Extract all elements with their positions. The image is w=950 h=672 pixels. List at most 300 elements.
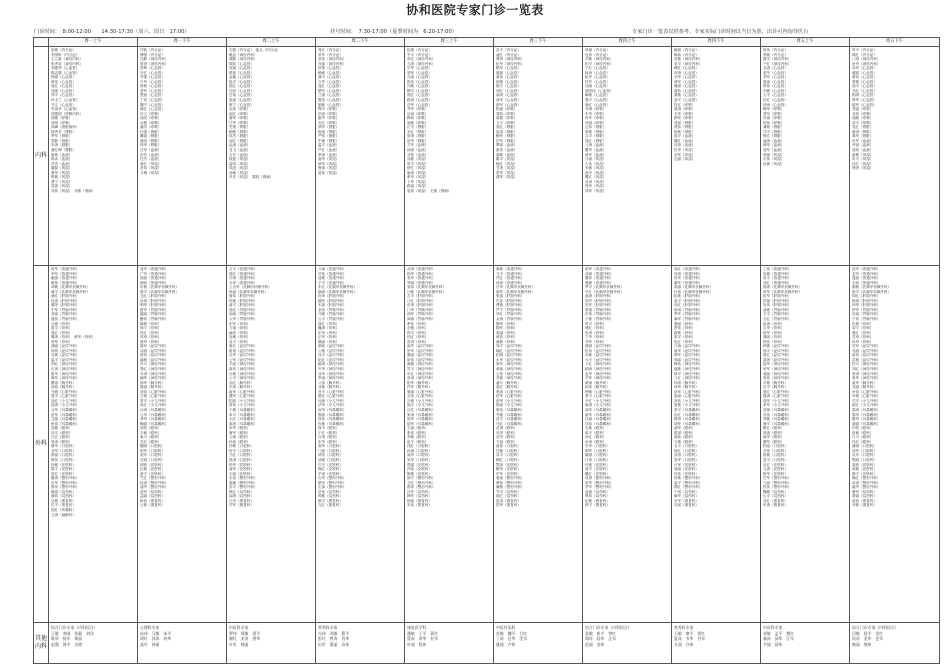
doctor-entry: 庄平（肾脏） [407,125,429,130]
doctor-entry: 滕红（风湿） [585,175,607,180]
doctor-entry: 祝华（普通外科） [674,276,703,281]
schedule-cell [583,266,672,623]
doctor-entry: 赵敏（内分泌） [51,48,76,52]
doctor-entry: 季华（胃肠外科） [674,312,703,317]
doctor-entry: 仲华（肝胆外科） [852,303,881,308]
doctor-entry: 衣平（心血管） [763,93,788,98]
doctor-entry: 王丽（眼科） [407,426,429,431]
schedule-cell [494,47,583,266]
doctor-entry: 综合门诊专家（内科综合） [585,625,632,630]
doctor-entry: 贾丽（心血管） [140,93,165,98]
doctor-entry: 梁丽（乳腺甲状腺外科） [674,285,714,290]
doctor-entry: 南华（泌尿外科） [407,344,436,349]
doctor-entry: 连敏（骨科） [229,335,251,340]
doctor-entry: 笪平（神经外科） [407,367,436,372]
doctor-entry: 索伟（皮肤科） [852,462,877,467]
doctor-entry: 曾涛（神经内科） [140,61,169,66]
doctor-entry: 吕红（心血管） [140,70,165,75]
doctor-entry: 毋红（小儿外科） [140,403,169,408]
doctor-entry: 项红（心血管） [496,88,521,93]
doctor-entry: 澹伟（神经外科） [229,367,258,372]
schedule-cell [405,623,494,664]
doctor-entry: 茹涛（小儿外科） [51,403,80,408]
doctor-entry: 颜军（肾脏） [318,125,340,130]
doctor-entry: 羊涛（皮肤科） [318,471,343,476]
doctor-entry: 傅强（内分泌） [140,52,165,57]
doctor-entry: 姬敏（风湿） [852,152,874,157]
doctor-entry: 邹平（泌尿外科） [496,344,525,349]
doctor-entry: 酆涛（皮肤科） [496,462,521,467]
doctor-entry: 骆丽（心脏外科） [674,394,703,399]
doctor-entry: 包伟（肝胆外科） [763,303,792,308]
doctor-entry: 逯涛（血液） [763,138,785,143]
doctor-entry: 充敏（心脏外科） [51,389,80,394]
doctor-entry: 于敏（耳鼻喉科） [229,407,258,412]
doctor-entry: 芮伟（耳鼻喉科） [763,412,792,417]
doctor-entry: 延敏（口腔科） [318,457,343,462]
doctor-entry: 宫丽（胃肠外科） [852,312,881,317]
doctor-entry: 寇军（血液） [763,148,785,153]
doctor-entry: 东敏（乳腺甲状腺外科） [140,285,180,290]
doctor-entry: 戚军（血液） [585,152,607,157]
schedule-cell [138,623,227,664]
doctor-entry: 阚华（神经外科） [140,376,169,381]
doctor-entry: 颛涛（乳腺甲状腺外科） [318,289,358,294]
doctor-entry: 刘军（心血管） [763,75,788,80]
doctor-entry: 尹丽 薛伟 [763,641,783,647]
doctor-entry: 练伟（心血管） [763,84,788,89]
doctor-entry: 彭军（小儿外科） [496,398,525,403]
doctor-entry: 裴伟（呼吸） [496,111,518,116]
doctor-entry: 汪丽（耳鼻喉科） [585,417,614,422]
doctor-entry: 和伟（胸外科） [585,385,610,390]
doctor-entry: 温平（血液） [318,143,340,148]
doctor-entry: 佟军（胸外科） [407,385,432,390]
doctor-entry: 周华（口腔科） [407,453,432,458]
doctor-entry: 乐华（骨科） [318,330,340,335]
doctor-entry: 闫敏 段平 雷红 [852,630,884,636]
doctor-entry: 苟涛（心血管） [674,70,699,75]
doctor-entry: 闵丽（心血管） [585,84,610,89]
doctor-entry: 全伟（普通外科） [852,280,881,285]
doctor-entry: 康丽（泌尿外科） [585,344,614,349]
schedule-cell [138,266,227,623]
doctor-entry: 段敏（口腔科） [763,453,788,458]
doctor-entry: 第丽（心脏外科） [407,389,436,394]
doctor-entry: 邓伟（风湿） 邓敏（肾病） [51,188,96,193]
doctor-entry: 庾伟（口腔科） [51,457,76,462]
doctor-entry: 甘涛（骨科） [852,335,874,340]
doctor-entry: 高峰（肾脏病科） [51,125,80,130]
schedule-table [33,37,940,664]
doctor-entry: 毛伟（呼吸） [229,107,251,112]
doctor-entry: 查红（肾脏） [496,125,518,130]
doctor-entry: 淳伟（小儿外科） [229,403,258,408]
doctor-entry: 易红（内分泌） [318,48,343,52]
doctor-entry: 综合门诊专家（内科综合） [852,625,899,630]
doctor-entry: 阎伟（胸外科） [51,385,76,390]
doctor-entry: 林秀芳（肾脏） [51,129,76,134]
doctor-entry: 法华（小儿外科） [318,403,347,408]
doctor-entry: 龚平（心血管） [318,75,343,80]
doctor-entry: 孙玉兰（心血管） [51,98,80,103]
doctor-entry: 鲍华（皮肤科） [496,467,521,472]
doctor-entry: 侯华（普通外科） [852,267,881,271]
doctor-entry: 康宁（心血管） [229,102,254,107]
doctor-entry: 倪丽（肾脏） [318,129,340,134]
doctor-entry: 云伟（神经外科） [496,371,525,376]
doctor-entry: 银红（肾脏） [763,134,785,139]
doctor-entry: 柯红（口腔科） [674,448,699,453]
doctor-entry: 莫敏（呼吸） [407,120,429,125]
doctor-entry: 简丽（胸外科） [140,385,165,390]
doctor-entry: 尤平（普通外科） [496,271,525,276]
doctor-entry: 经伟（皮肤科） [674,471,699,476]
doctor-entry: 惠丽（心血管） [763,79,788,84]
doctor-entry: 伍敏（内分泌） [407,48,432,52]
doctor-entry: 谷敏（胸外科） [318,385,343,390]
doctor-entry: 郝涛（肝胆外科） [585,294,614,299]
doctor-entry: 韦平（内分泌） [407,52,432,57]
doctor-entry: 詹华（神经外科） [852,376,881,381]
doctor-entry: 沈华（烧伤科） [407,489,432,494]
doctor-entry: 蒙丽（烧伤科） [852,494,877,499]
doctor-entry: 国红（疼痛科） [51,507,76,512]
doctor-entry: 家涛（耳鼻喉科） [407,412,436,417]
doctor-entry: 尤涛（神经内科） [407,61,436,66]
doctor-entry: 史军（皮肤科） [496,471,521,476]
doctor-entry: 综合门诊专家（内科综合） [51,625,98,630]
doctor-entry: 蓟军（耳鼻喉科） [852,417,881,422]
doctor-entry: 卢华（心血管） [140,79,165,84]
doctor-entry: 仰红（肝胆外科） [852,294,881,299]
doctor-entry: 穆敏（心脏外科） [585,389,614,394]
schedule-cell [49,623,138,664]
doctor-entry: 臧丽（口腔科） [585,453,610,458]
doctor-entry: 马敏（胃肠外科） [318,312,347,317]
doctor-entry: 杭军（肝胆外科） [763,294,792,299]
doctor-entry: 逄伟（血液） [852,148,874,153]
doctor-entry: 有军（普通外科） [407,276,436,281]
doctor-entry: 贝华（口腔科） [585,444,610,449]
doctor-entry: 魏华（骨科） [496,321,518,326]
doctor-entry: 佴平（骨科） [407,330,429,335]
doctor-entry: 乌涛（皮肤科） [763,467,788,472]
doctor-entry: 尹亮（风湿） 黎明（肾病） [229,175,274,180]
doctor-entry: 段平（眼科） [318,426,340,431]
doctor-entry: 蒋涛（整形外科） [407,485,436,490]
doctor-entry: 柏平（神经内科） [585,61,614,66]
doctor-entry: 时平（风湿） [407,161,429,166]
doctor-entry: 华红（胃肠外科） [496,312,525,317]
doctor-entry: 路涛（心血管） [407,98,432,103]
doctor-entry: 田芳（血液） [140,152,162,157]
doctor-entry: 郝红（心血管） [229,84,254,89]
doctor-entry: 傅红（骨科） [585,326,607,331]
doctor-entry: 丰敏（眼科） [140,430,162,435]
doctor-entry: 师平（骨科） [140,326,162,331]
doctor-entry: 慕平（心脏外科） [51,394,80,399]
doctor-entry: 刁红（神经外科） [674,376,703,381]
doctor-entry: 帅敏（烧伤科） [318,494,343,499]
doctor-entry: 涂伟（耳鼻喉科） [318,417,347,422]
doctor-entry: 郎丽（小儿外科） [496,403,525,408]
doctor-entry: 山平（烧伤科） [763,494,788,499]
doctor-entry: 鲍华（肾脏） [496,134,518,139]
doctor-entry: 巩红（骨科） [140,330,162,335]
doctor-entry: 昝涛（口腔科） [674,453,699,458]
doctor-entry: 文涛（麻醉科） [51,512,76,517]
doctor-entry: 宁红（心血管） [585,66,610,71]
doctor-entry: 范丽 金伟 [585,641,605,647]
doctor-entry: 伊军（胃肠外科） [852,307,881,312]
doctor-entry: 何涛（普通外科） [496,280,525,285]
doctor-entry: 勾丽（泌尿外科） [140,348,169,353]
doctor-entry: 张秀英（神经内科） [51,61,83,66]
doctor-entry: 樊军（心血管） [318,88,343,93]
doctor-entry: 谢敏（骨科） [496,339,518,344]
doctor-entry: 兰丽（心血管） [318,93,343,98]
doctor-entry: 苗涛（眼科） [496,426,518,431]
doctor-entry: 太红（耳鼻喉科） [229,417,258,422]
doctor-entry: 车华（呼吸） [585,111,607,116]
doctor-entry: 木华（呼吸） [674,111,696,116]
doctor-entry: 纪敏（康复科） [585,498,610,503]
doctor-entry: 谷红（康复科） [763,498,788,503]
doctor-entry: 符红（呼吸） [674,102,696,107]
doctor-entry: 廉丽（心血管） [674,84,699,89]
doctor-entry: 查军（口腔科） [140,453,165,458]
doctor-entry: 茅军（整形外科） [585,485,614,490]
doctor-entry: 马华（普通外科） [229,280,258,285]
doctor-entry: 邰华（口腔科） [852,448,877,453]
doctor-entry: 崔涛（骨科） [763,321,785,326]
doctor-entry: 纪华（神经内科） [496,61,525,66]
doctor-entry: 狐涛（口腔科） [229,457,254,462]
column-header: 周五上午 [761,38,850,47]
doctor-entry: 漆红（骨科） [318,321,340,326]
doctor-entry: 苑华（风湿） [585,184,607,189]
doctor-entry: 乔丽（神经内科） [318,61,347,66]
doctor-entry: 沈静（神经内科） [140,57,169,62]
doctor-entry: 冶红（胸外科） [229,380,254,385]
doctor-entry: 冯伟 邓敏 曹平 [318,630,350,636]
doctor-entry: 通伟（胃肠外科） [51,317,80,322]
schedule-cell [583,623,672,664]
doctor-entry: 尹红（小儿外科） [585,398,614,403]
doctor-entry: 侯涛 龙华 史军 [852,636,884,642]
doctor-entry: 梁伟（乳腺甲状腺外科） [407,285,447,290]
doctor-entry: 濮华（肝胆外科） [51,303,80,308]
doctor-entry: 干红（眼科） [318,430,340,435]
doctor-entry: 石敏 廖平 贾红 [674,630,706,636]
doctor-entry: 干涛（烧伤科） [674,489,699,494]
doctor-entry: 邴华（眼科） [763,435,785,440]
doctor-entry: 田军 董丽 袁伟 [318,641,350,647]
doctor-entry: 濮军（心脏外科） [229,394,258,399]
doctor-entry: 钟华（皮肤科） [229,462,254,467]
doctor-entry: 胥华（心血管） [852,98,877,103]
doctor-entry: 薛红（心血管） [140,107,165,112]
doctor-entry: 乔红（心血管） [852,88,877,93]
doctor-entry: 续军（耳鼻喉科） [407,421,436,426]
doctor-entry: 牛军（胃肠外科） [51,307,80,312]
doctor-entry: 亓丽（普通外科） [318,267,347,271]
doctor-entry: 栾平（骨科） [852,326,874,331]
doctor-entry: 范华（心脏外科） [496,394,525,399]
doctor-entry: 宓军（普通外科） [852,271,881,276]
doctor-entry: 赖敏（心血管） [318,70,343,75]
schedule-cell [672,266,761,623]
doctor-entry: 耿涛（风湿） [407,170,429,175]
doctor-entry: 秦敏（普通外科） [496,267,525,271]
doctor-entry: 覃丽（血液） [496,143,518,148]
doctor-entry: 顾涛（神经外科） [585,367,614,372]
doctor-entry: 陈志强（心血管） [51,70,80,75]
doctor-entry: 娄敏（心血管） [674,93,699,98]
doctor-entry: 宿敏（眼科） [852,430,874,435]
doctor-entry: 张伟（眼科） [407,430,429,435]
doctor-entry: 郭敏（呼吸） [51,116,73,121]
doctor-entry: 别红（神经外科） [51,362,80,367]
doctor-entry: 汲涛（眼科） [763,430,785,435]
doctor-entry: 荣军（神经外科） [763,367,792,372]
column-header: 周四下午 [672,38,761,47]
doctor-entry: 成平（皮肤科） [585,467,610,472]
doctor-entry: 植红（风湿） [496,161,518,166]
doctor-entry: 鲁伟（耳鼻喉科） [496,407,525,412]
doctor-entry: 钟华（肾脏） [140,143,162,148]
doctor-entry: 盛敏（神经外科） [674,367,703,372]
doctor-entry: 牟伟（骨科） [407,321,429,326]
doctor-entry: 华涛（呼吸） [585,107,607,112]
doctor-entry: 廖丽（口腔科） [51,453,76,458]
doctor-entry: 燕伟（肾脏） [674,125,696,130]
doctor-entry: 凌红（内分泌） [496,52,521,57]
doctor-entry: 融敏（泌尿外科） [140,357,169,362]
doctor-entry: 揭红（内分泌） [852,52,877,57]
doctor-entry: 桓伟（康复科） [140,498,165,503]
doctor-entry: 丘敏（乳腺甲状腺外科） [407,289,447,294]
doctor-entry: 童伟（心血管） [496,75,521,80]
doctor-entry: 琴丽（普通外科） [407,280,436,285]
doctor-entry: 言敏（小儿外科） [407,398,436,403]
doctor-entry: 养军（耳鼻喉科） [140,417,169,422]
doctor-entry: 丛丽（心血管） [407,75,432,80]
doctor-entry: 辛涛（神经外科） [140,371,169,376]
doctor-entry: 墨丽（泌尿外科） [407,353,436,358]
doctor-entry: 胡建国（呼吸内科） [51,111,83,116]
doctor-entry: 马文（心血管） [51,102,76,107]
doctor-entry: 万敏（眼科） [674,439,696,444]
doctor-entry: 应军（康复科） [674,498,699,503]
doctor-entry: 钦敏（耳鼻喉科） [318,421,347,426]
doctor-entry: 乐伟（胃肠外科） [585,312,614,317]
doctor-entry: 路敏（骨科） [674,330,696,335]
doctor-entry: 拓红（泌尿外科） [318,357,347,362]
doctor-entry: 甫红（泌尿外科） [229,344,258,349]
doctor-entry: 路丽（风湿） [407,184,429,189]
doctor-entry: 上官军（乳腺甲状腺外科） [229,285,272,290]
doctor-entry: 於红（心血管） [763,98,788,103]
doctor-entry: 越丽（胃肠外科） [140,312,169,317]
schedule-cell [316,266,405,623]
doctor-entry: 崔丽（心血管） [229,98,254,103]
doctor-entry: 方丽（骨科） [229,326,251,331]
doctor-entry: 闻涛（胃肠外科） [229,312,258,317]
doctor-entry: 夹华（神经外科） [318,367,347,372]
doctor-entry: 申华（眼科） [229,426,251,431]
schedule-cell [761,266,850,623]
doctor-entry: 公平（胃肠外科） [318,317,347,322]
doctor-entry: 翁丽（神经外科） [763,371,792,376]
doctor-entry: 屈红（普通外科） [674,267,703,271]
doctor-entry: 强丽（骨科） [674,321,696,326]
doctor-entry: 东军（骨科） [229,321,251,326]
doctor-entry: 伏丽（呼吸） [763,116,785,121]
doctor-entry: 吕华（乳腺甲状腺外科） [496,285,536,290]
doctor-entry: 郑平（心血管） [51,93,76,98]
doctor-entry: 应敏（风湿） [763,161,785,166]
doctor-entry: 营养科专家 [674,625,694,630]
doctor-entry: 甄涛（心脏外科） [763,394,792,399]
doctor-entry: 李敏（眼科） [407,435,429,440]
doctor-entry: 谭华（肾脏） [852,134,874,139]
doctor-entry: 公敏（泌尿外科） [318,348,347,353]
doctor-entry: 滕伟（普通外科） [585,276,614,281]
doctor-entry: 赏涛（骨科） [407,339,429,344]
doctor-entry: 哈伟（泌尿外科） [407,357,436,362]
doctor-entry: 东涛（肝胆外科） [407,303,436,308]
doctor-entry: 晋涛（风湿） [585,179,607,184]
doctor-entry: 怀红（眼科） [852,439,874,444]
doctor-entry: 平军（神经外科） [585,376,614,381]
doctor-entry: 缪红（整形外科） [674,485,703,490]
doctor-entry: 谈涛（血液） [674,143,696,148]
doctor-entry: 冯伟（皮肤科） [407,467,432,472]
doctor-entry: 向敏（心血管） [407,84,432,89]
doctor-entry: 弘敏（康复科） [51,498,76,503]
doctor-entry: 巩平（内分泌） [852,48,877,52]
doctor-entry: 边敏（骨科） [51,321,73,326]
doctor-entry: 姚涛（小儿外科） [585,403,614,408]
doctor-entry: 栾军（风湿） [674,152,696,157]
doctor-entry: 谭静（神经内科） [229,57,258,62]
doctor-entry: 武敏（泌尿外科） [852,357,881,362]
doctor-entry: 丁伟（心血管） [140,98,165,103]
doctor-entry: 暴红（骨科） [852,330,874,335]
doctor-entry: 蒋敏（心血管） [140,84,165,89]
doctor-entry: 曾平（小儿外科） [140,398,169,403]
doctor-entry: 车涛（康复科） [763,503,788,508]
doctor-entry: 谯敏（神经外科） [407,362,436,367]
doctor-entry: 阳华（胸外科） [407,380,432,385]
doctor-entry: 束军（胸外科） [852,380,877,385]
doctor-entry: 杜强（肾脏） [140,129,162,134]
doctor-entry: 沿丽（呼吸） [407,111,429,116]
doctor-entry: 邵红（肾脏） [229,138,251,143]
doctor-entry: 苏敏（神经外科） [496,376,525,381]
doctor-entry: 关红（眼科） [140,439,162,444]
doctor-entry: 钱进（风湿） [229,166,251,171]
doctor-entry: 薄军（风湿） [496,175,518,180]
doctor-entry: 羊丽（神经外科） [229,362,258,367]
doctor-entry: 晋平（心脏外科） [318,389,347,394]
doctor-entry: 林平（神经外科） [674,371,703,376]
doctor-entry: 洪丽（肝胆外科） [763,298,792,303]
doctor-entry: 方丽（眼科） [496,439,518,444]
schedule-cell [405,47,494,266]
